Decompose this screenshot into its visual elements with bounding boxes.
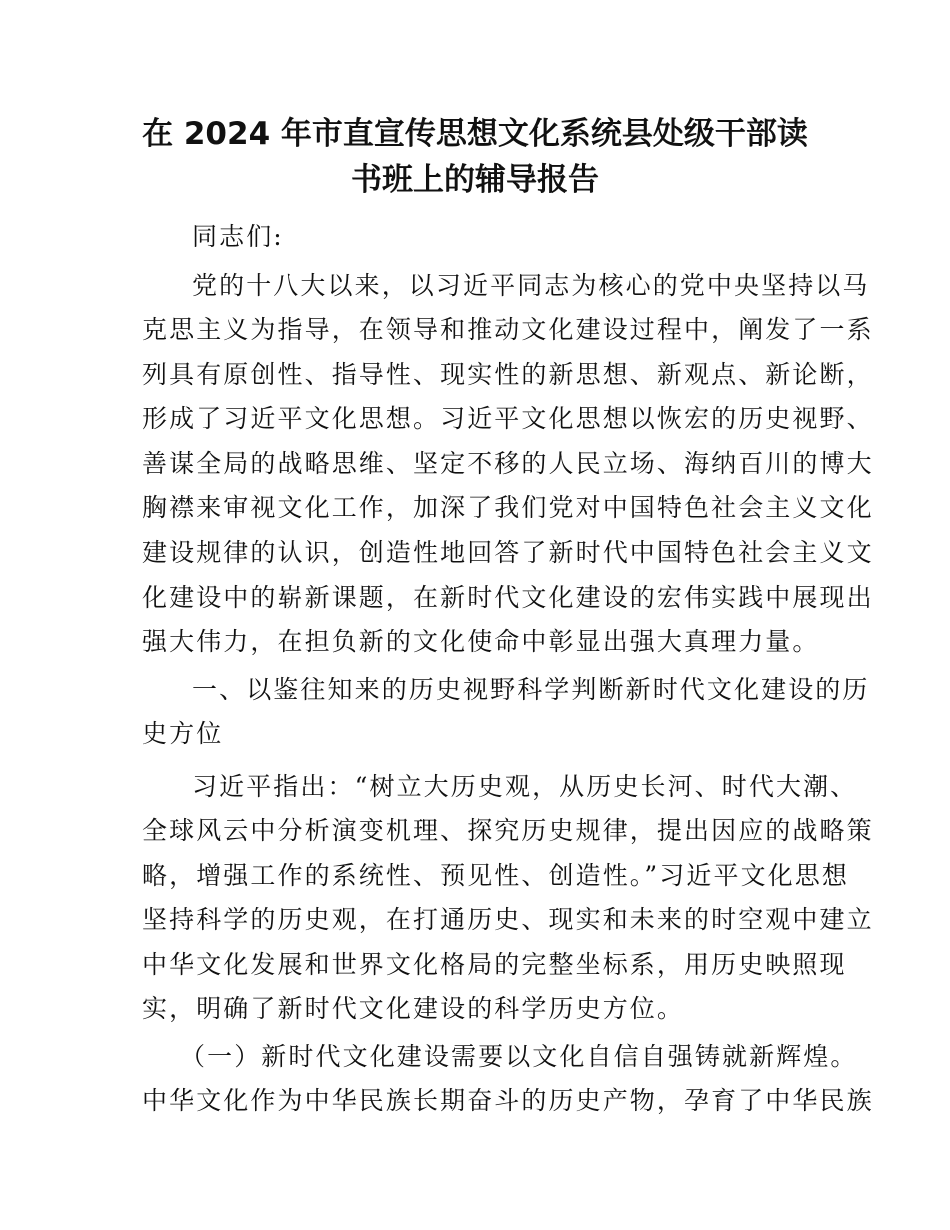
paragraph-3-line: （一）新时代文化建设需要以文化自信自强铸就新辉煌。 <box>180 1042 858 1071</box>
paragraph-1-line: 党的十八大以来，以习近平同志为核心的党中央坚持以马 <box>192 271 870 300</box>
document-title-line-1: 在 2024 年市直宣传思想文化系统县处级干部读 <box>142 116 808 152</box>
paragraph-2-line: 习近平指出：“树立大历史观，从历史长河、时代大潮、 <box>192 772 858 801</box>
salutation: 同志们: <box>192 222 284 251</box>
paragraph-1-line: 形成了习近平文化思想。习近平文化思想以恢宏的历史视野、 <box>142 404 874 433</box>
paragraph-1-line: 克思主义为指导，在领导和推动文化建设过程中，阐发了一系 <box>142 315 874 344</box>
paragraph-2-line: 全球风云中分析演变机理、探究历史规律，提出因应的战略策 <box>142 816 874 845</box>
paragraph-3-line: 中华文化作为中华民族长期奋斗的历史产物，孕育了中华民族 <box>142 1086 874 1115</box>
paragraph-2-line: 坚持科学的历史观，在打通历史、现实和未来的时空观中建立 <box>142 905 874 934</box>
document-title-line-2: 书班上的辅导报告 <box>351 162 599 198</box>
section-heading-1-line: 一、以鉴往知来的历史视野科学判断新时代文化建设的历 <box>192 675 870 704</box>
paragraph-1-line: 化建设中的崭新课题，在新时代文化建设的宏伟实践中展现出 <box>142 583 874 612</box>
paragraph-2-line: 略，增强工作的系统性、预见性、创造性。”习近平文化思想 <box>142 861 849 890</box>
paragraph-1-line: 善谋全局的战略思维、坚定不移的人民立场、海纳百川的博大 <box>142 449 874 478</box>
paragraph-2-line: 中华文化发展和世界文化格局的完整坐标系，用历史映照现 <box>142 950 847 979</box>
paragraph-1-line: 胸襟来审视文化工作，加深了我们党对中国特色社会主义文化 <box>142 493 874 522</box>
paragraph-1-line: 建设规律的认识，创造性地回答了新时代中国特色社会主义文 <box>142 538 874 567</box>
section-heading-1-line: 史方位 <box>142 719 224 748</box>
paragraph-1-line: 强大伟力，在担负新的文化使命中彰显出强大真理力量。 <box>142 627 820 656</box>
paragraph-2-line: 实，明确了新时代文化建设的科学历史方位。 <box>142 994 685 1023</box>
paragraph-1-line: 列具有原创性、指导性、现实性的新思想、新观点、新论断， <box>142 360 874 389</box>
